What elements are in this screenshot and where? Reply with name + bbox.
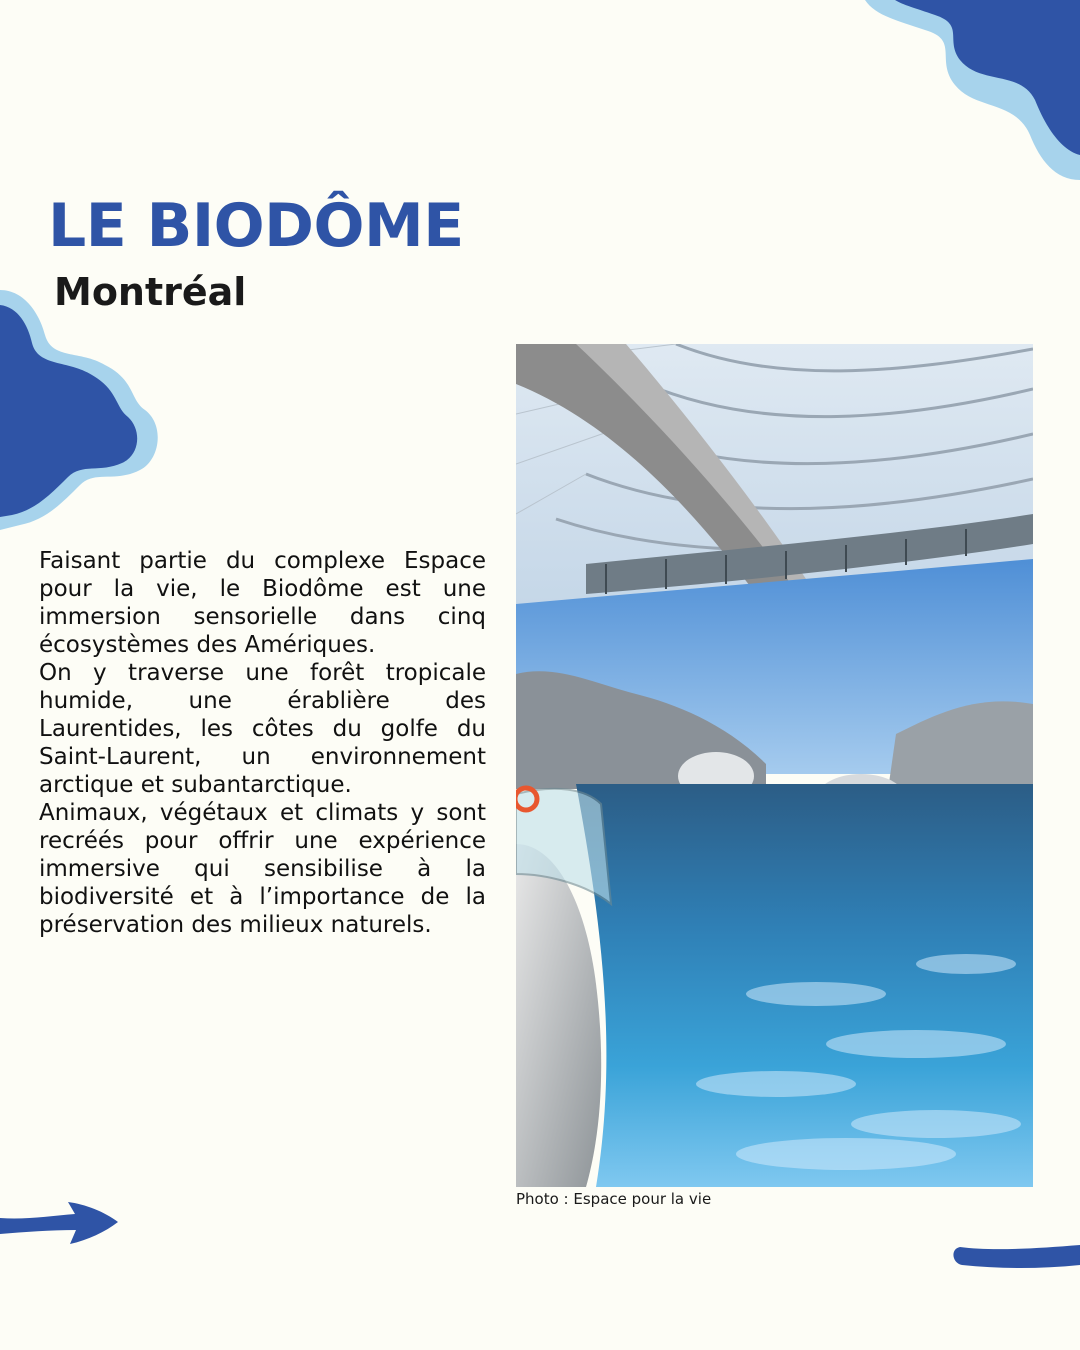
description-paragraph: On y traverse une forêt tropicale humide, une érablière des Laurentides, les côtes du golfe du Saint-Laurent, un environnement arctique et subantarctique.: [39, 660, 486, 798]
description-paragraph: Faisant partie du complexe Espace pour la vie, le Biodôme est une immersion sensorielle dans cinq écosystèmes des Amériques.: [39, 548, 486, 658]
arrow-right-icon: [0, 1190, 125, 1250]
description-paragraph: Animaux, végétaux et climats y sont recréés pour offrir une expérience immersive qui sensibilise à la biodiversité et à l’importance de la préservation des milieux naturels.: [39, 800, 486, 938]
decorative-brush-stroke: [950, 1235, 1080, 1275]
description: [39, 547, 486, 939]
page-title: LE BIODÔME: [48, 191, 464, 261]
decorative-blob-top-right: [865, 0, 1080, 180]
biodome-photo: [516, 344, 1033, 1187]
decorative-blob-left: [0, 285, 160, 535]
page-subtitle: Montréal: [54, 270, 247, 314]
photo-caption: Photo : Espace pour la vie: [516, 1190, 712, 1208]
